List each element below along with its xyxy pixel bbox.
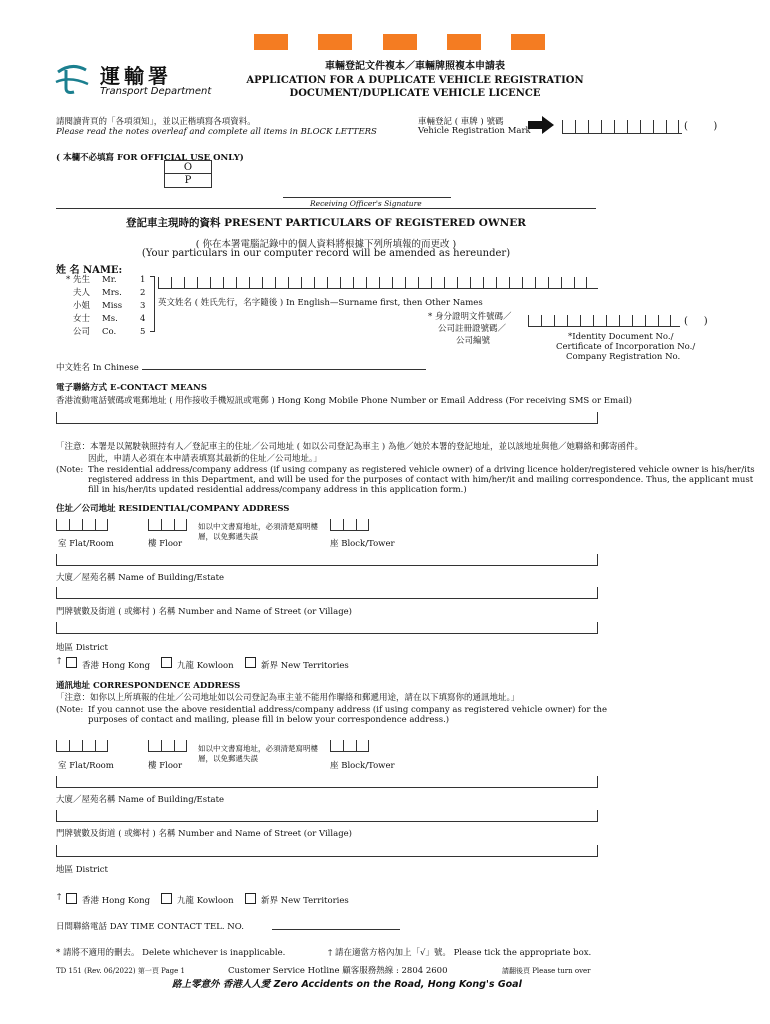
id-label-zh-3: 公司編號	[456, 336, 491, 346]
corr-en-1: If you cannot use the above residential address/company address (if using company as registered vehicle owner) for the	[88, 705, 608, 715]
title-zh-miss: 小姐	[72, 301, 90, 311]
official-use-label: ( 本欄不必填寫 FOR OFFICIAL USE ONLY)	[56, 153, 244, 163]
res-hk-label: 香港 Hong Kong	[82, 661, 151, 671]
orange-tab-4	[447, 34, 481, 50]
corr-floor-label: 樓 Floor	[148, 761, 183, 771]
logo-chinese: 運輸署	[100, 64, 172, 88]
corr-nt-checkbox[interactable]	[245, 893, 256, 904]
corr-hint: 如以中文書寫地址，必須清楚寫明樓層，以免郵遞失誤	[198, 744, 318, 763]
corr-building-input[interactable]	[56, 776, 598, 788]
chinese-name-label: 中文姓名 In Chinese	[56, 363, 139, 373]
corr-street-input[interactable]	[56, 810, 598, 822]
form-title-en-2: DOCUMENT/DUPLICATE VEHICLE LICENCE	[289, 88, 541, 99]
id-label-en-1: *Identity Document No./	[568, 332, 674, 342]
note-zh-2: 因此，申請人必須在本申請表填寫其最新的住址／公司地址。」	[88, 454, 322, 464]
res-street-input[interactable]	[56, 587, 598, 599]
signature-label: Receiving Officer's Signature	[310, 199, 422, 208]
footer-slogan: 路上零意外 香港人人愛 Zero Accidents on the Road, Hong Kong's Goal	[172, 979, 522, 990]
reg-mark-input[interactable]	[562, 120, 682, 134]
title-options-zh	[56, 274, 90, 339]
title-en-mrs: Mrs.	[102, 288, 122, 298]
note-en-3: fill in his/her/its updated residential address/company address in this application form.)	[88, 485, 467, 495]
corr-floor-input[interactable]	[148, 740, 187, 752]
instruction-zh: 請閱讀背頁的「各項須知」，並以正楷填寫各項資料。	[56, 117, 256, 127]
title-zh-mr: * 先生	[66, 275, 90, 285]
title-num-2: 2	[140, 288, 146, 298]
res-kln-checkbox[interactable]	[161, 657, 172, 668]
title-zh-mrs: 夫人	[72, 288, 90, 298]
signature-line	[283, 197, 451, 198]
corr-block-input[interactable]	[330, 740, 369, 752]
title-bracket	[150, 276, 155, 332]
corr-district-label: 地區 District	[56, 865, 108, 875]
chinese-name-line[interactable]	[142, 369, 426, 370]
id-label-zh-1: * 身分證明文件號碼／	[428, 312, 512, 322]
residential-heading: 住址／公司地址 RESIDENTIAL/COMPANY ADDRESS	[56, 504, 290, 514]
instruction-en: Please read the notes overleaf and complete all items in BLOCK LETTERS	[56, 127, 377, 137]
official-p: P	[184, 175, 192, 186]
id-label-en-2: Certificate of Incorporation No./	[556, 342, 696, 352]
td-emblem-icon	[52, 58, 92, 98]
corr-flat-label: 室 Flat/Room	[58, 761, 114, 771]
footer-form-no: TD 151 (Rev. 06/2022) 第一頁 Page 1	[56, 967, 185, 975]
res-flat-label: 室 Flat/Room	[58, 539, 114, 549]
res-floor-input[interactable]	[148, 519, 187, 531]
tel-input-line[interactable]	[272, 929, 400, 930]
note-en-1: The residential address/company address (if using company as registered vehicle owner) of a driving licence holder/registered vehicle owner is his/her/its	[88, 465, 755, 475]
footer-pto: 請翻後頁 Please turn over	[502, 967, 591, 975]
official-o: O	[165, 161, 211, 174]
res-hint: 如以中文書寫地址，必須清楚寫明樓層，以免郵遞失誤	[198, 522, 318, 541]
note-zh-1: 「注意：本署是以駕駛執照持有人／登記車主的住址／公司地址 ( 如以公司登記為車主 ) 為他／她於本署的登記地址，並以該地址與他／她聯絡和郵寄函件。	[56, 442, 643, 452]
id-check-digit[interactable]: ( )	[684, 316, 708, 327]
res-kln-label: 九龍 Kowloon	[177, 661, 234, 671]
note-en-2: registered address in this Department, and will be used for the purposes of contact with him/her/it and mailing correspondence. Thus, the applicant must	[88, 475, 754, 485]
form-title-zh: 車輛登記文件複本／車輛牌照複本申請表	[325, 61, 505, 72]
title-options-en	[102, 274, 122, 339]
corr-building-label: 大廈／屋苑名稱 Name of Building/Estate	[56, 795, 225, 805]
econtact-heading: 電子聯絡方式 E-CONTACT MEANS	[56, 383, 207, 393]
official-box	[164, 160, 212, 188]
res-building-input[interactable]	[56, 554, 598, 566]
corr-zh-note: 「注意：如你以上所填報的住址／公司地址如以公司登記為車主並不能用作聯絡和郵遞用途，請在以下填寫你的通訊地址。」	[56, 693, 520, 703]
res-block-label: 座 Block/Tower	[330, 539, 395, 549]
res-nt-label: 新界 New Territories	[261, 661, 349, 671]
res-street-label: 門牌號數及街道 ( 或鄉村 ) 名稱 Number and Name of Street (or Village)	[56, 607, 352, 617]
english-name-label: 英文姓名 ( 姓氏先行，名字隨後 ) In English—Surname first, then Other Names	[158, 298, 483, 308]
title-en-ms: Ms.	[102, 314, 118, 324]
res-hk-checkbox[interactable]	[66, 657, 77, 668]
id-label-zh-2: 公司註冊證號碼／	[438, 324, 507, 334]
english-name-input-row1[interactable]	[158, 277, 598, 289]
title-num-3: 3	[140, 301, 146, 311]
reg-mark-label-zh: 車輛登記 ( 車牌 ) 號碼	[418, 117, 504, 127]
corr-kln-label: 九龍 Kowloon	[177, 896, 234, 906]
arrow-right-icon	[528, 116, 554, 134]
corr-hk-checkbox[interactable]	[66, 893, 77, 904]
corr-hk-label: 香港 Hong Kong	[82, 896, 151, 906]
id-number-input[interactable]	[528, 315, 680, 327]
orange-tab-3	[383, 34, 417, 50]
corr-block-label: 座 Block/Tower	[330, 761, 395, 771]
footer-hotline: Customer Service Hotline 顧客服務熱線 : 2804 2600	[228, 966, 448, 976]
official-divider	[56, 208, 596, 209]
title-en-co: Co.	[102, 327, 117, 337]
orange-tab-1	[254, 34, 288, 50]
reg-mark-label-en: Vehicle Registration Mark	[418, 126, 531, 136]
orange-tab-5	[511, 34, 545, 50]
corr-en-label: (Note:	[56, 705, 84, 715]
res-block-input[interactable]	[330, 519, 369, 531]
corr-en-2: purposes of contact and mailing, please fill in below your correspondence address.)	[88, 715, 450, 725]
transport-department-logo	[52, 58, 212, 100]
corr-heading: 通訊地址 CORRESPONDENCE ADDRESS	[56, 681, 241, 691]
reg-mark-check-digit[interactable]: ( )	[684, 121, 718, 132]
logo-english: Transport Department	[100, 86, 212, 97]
owner-heading: 登記車主現時的資料 PRESENT PARTICULARS OF REGISTERED OWNER	[125, 217, 526, 229]
title-options-num	[140, 274, 145, 339]
form-title-en-1: APPLICATION FOR A DUPLICATE VEHICLE REGISTRATION	[246, 75, 584, 86]
title-en-miss: Miss	[102, 301, 123, 311]
title-en-mr: Mr.	[102, 275, 117, 285]
res-building-label: 大廈／屋苑名稱 Name of Building/Estate	[56, 573, 225, 583]
id-label-en-3: Company Registration No.	[566, 352, 681, 362]
res-dagger: †	[57, 656, 62, 666]
orange-tab-2	[318, 34, 352, 50]
footer-delete-note: * 請將不適用的刪去。 Delete whichever is inapplicable.	[56, 948, 286, 958]
name-label: 姓 名 NAME:	[56, 265, 123, 276]
corr-dagger: †	[57, 892, 62, 902]
owner-sub-zh: ( 你在本署電腦記錄中的個人資料將根據下列所填報的而更改 )	[195, 239, 457, 250]
res-floor-label: 樓 Floor	[148, 539, 183, 549]
res-flat-input[interactable]	[56, 519, 108, 531]
econtact-desc: 香港流動電話號碼或電郵地址 ( 用作接收手機短訊或電郵 ) Hong Kong Mobile Phone Number or Email Address (For receiving SMS or Email)	[56, 396, 632, 406]
corr-street-label: 門牌號數及街道 ( 或鄉村 ) 名稱 Number and Name of Street (or Village)	[56, 829, 352, 839]
econtact-input[interactable]	[56, 412, 598, 424]
corr-nt-label: 新界 New Territories	[261, 896, 349, 906]
res-nt-checkbox[interactable]	[245, 657, 256, 668]
title-num-5: 5	[140, 327, 146, 337]
corr-kln-checkbox[interactable]	[161, 893, 172, 904]
res-district-label: 地區 District	[56, 643, 108, 653]
res-street-input-2[interactable]	[56, 622, 598, 634]
title-zh-ms: 女士	[72, 314, 90, 324]
tel-label: 日間聯絡電話 DAY TIME CONTACT TEL. NO.	[56, 922, 244, 932]
title-zh-co: 公司	[72, 327, 90, 337]
owner-sub-en: (Your particulars in our computer record will be amended as hereunder)	[141, 248, 511, 259]
corr-street-input-2[interactable]	[56, 845, 598, 857]
title-num-1: 1	[140, 275, 146, 285]
note-en-label: (Note:	[56, 465, 84, 475]
title-num-4: 4	[140, 314, 146, 324]
corr-flat-input[interactable]	[56, 740, 108, 752]
footer-tick-note: † 請在適當方格內加上「√」號。 Please tick the appropriate box.	[328, 948, 592, 958]
